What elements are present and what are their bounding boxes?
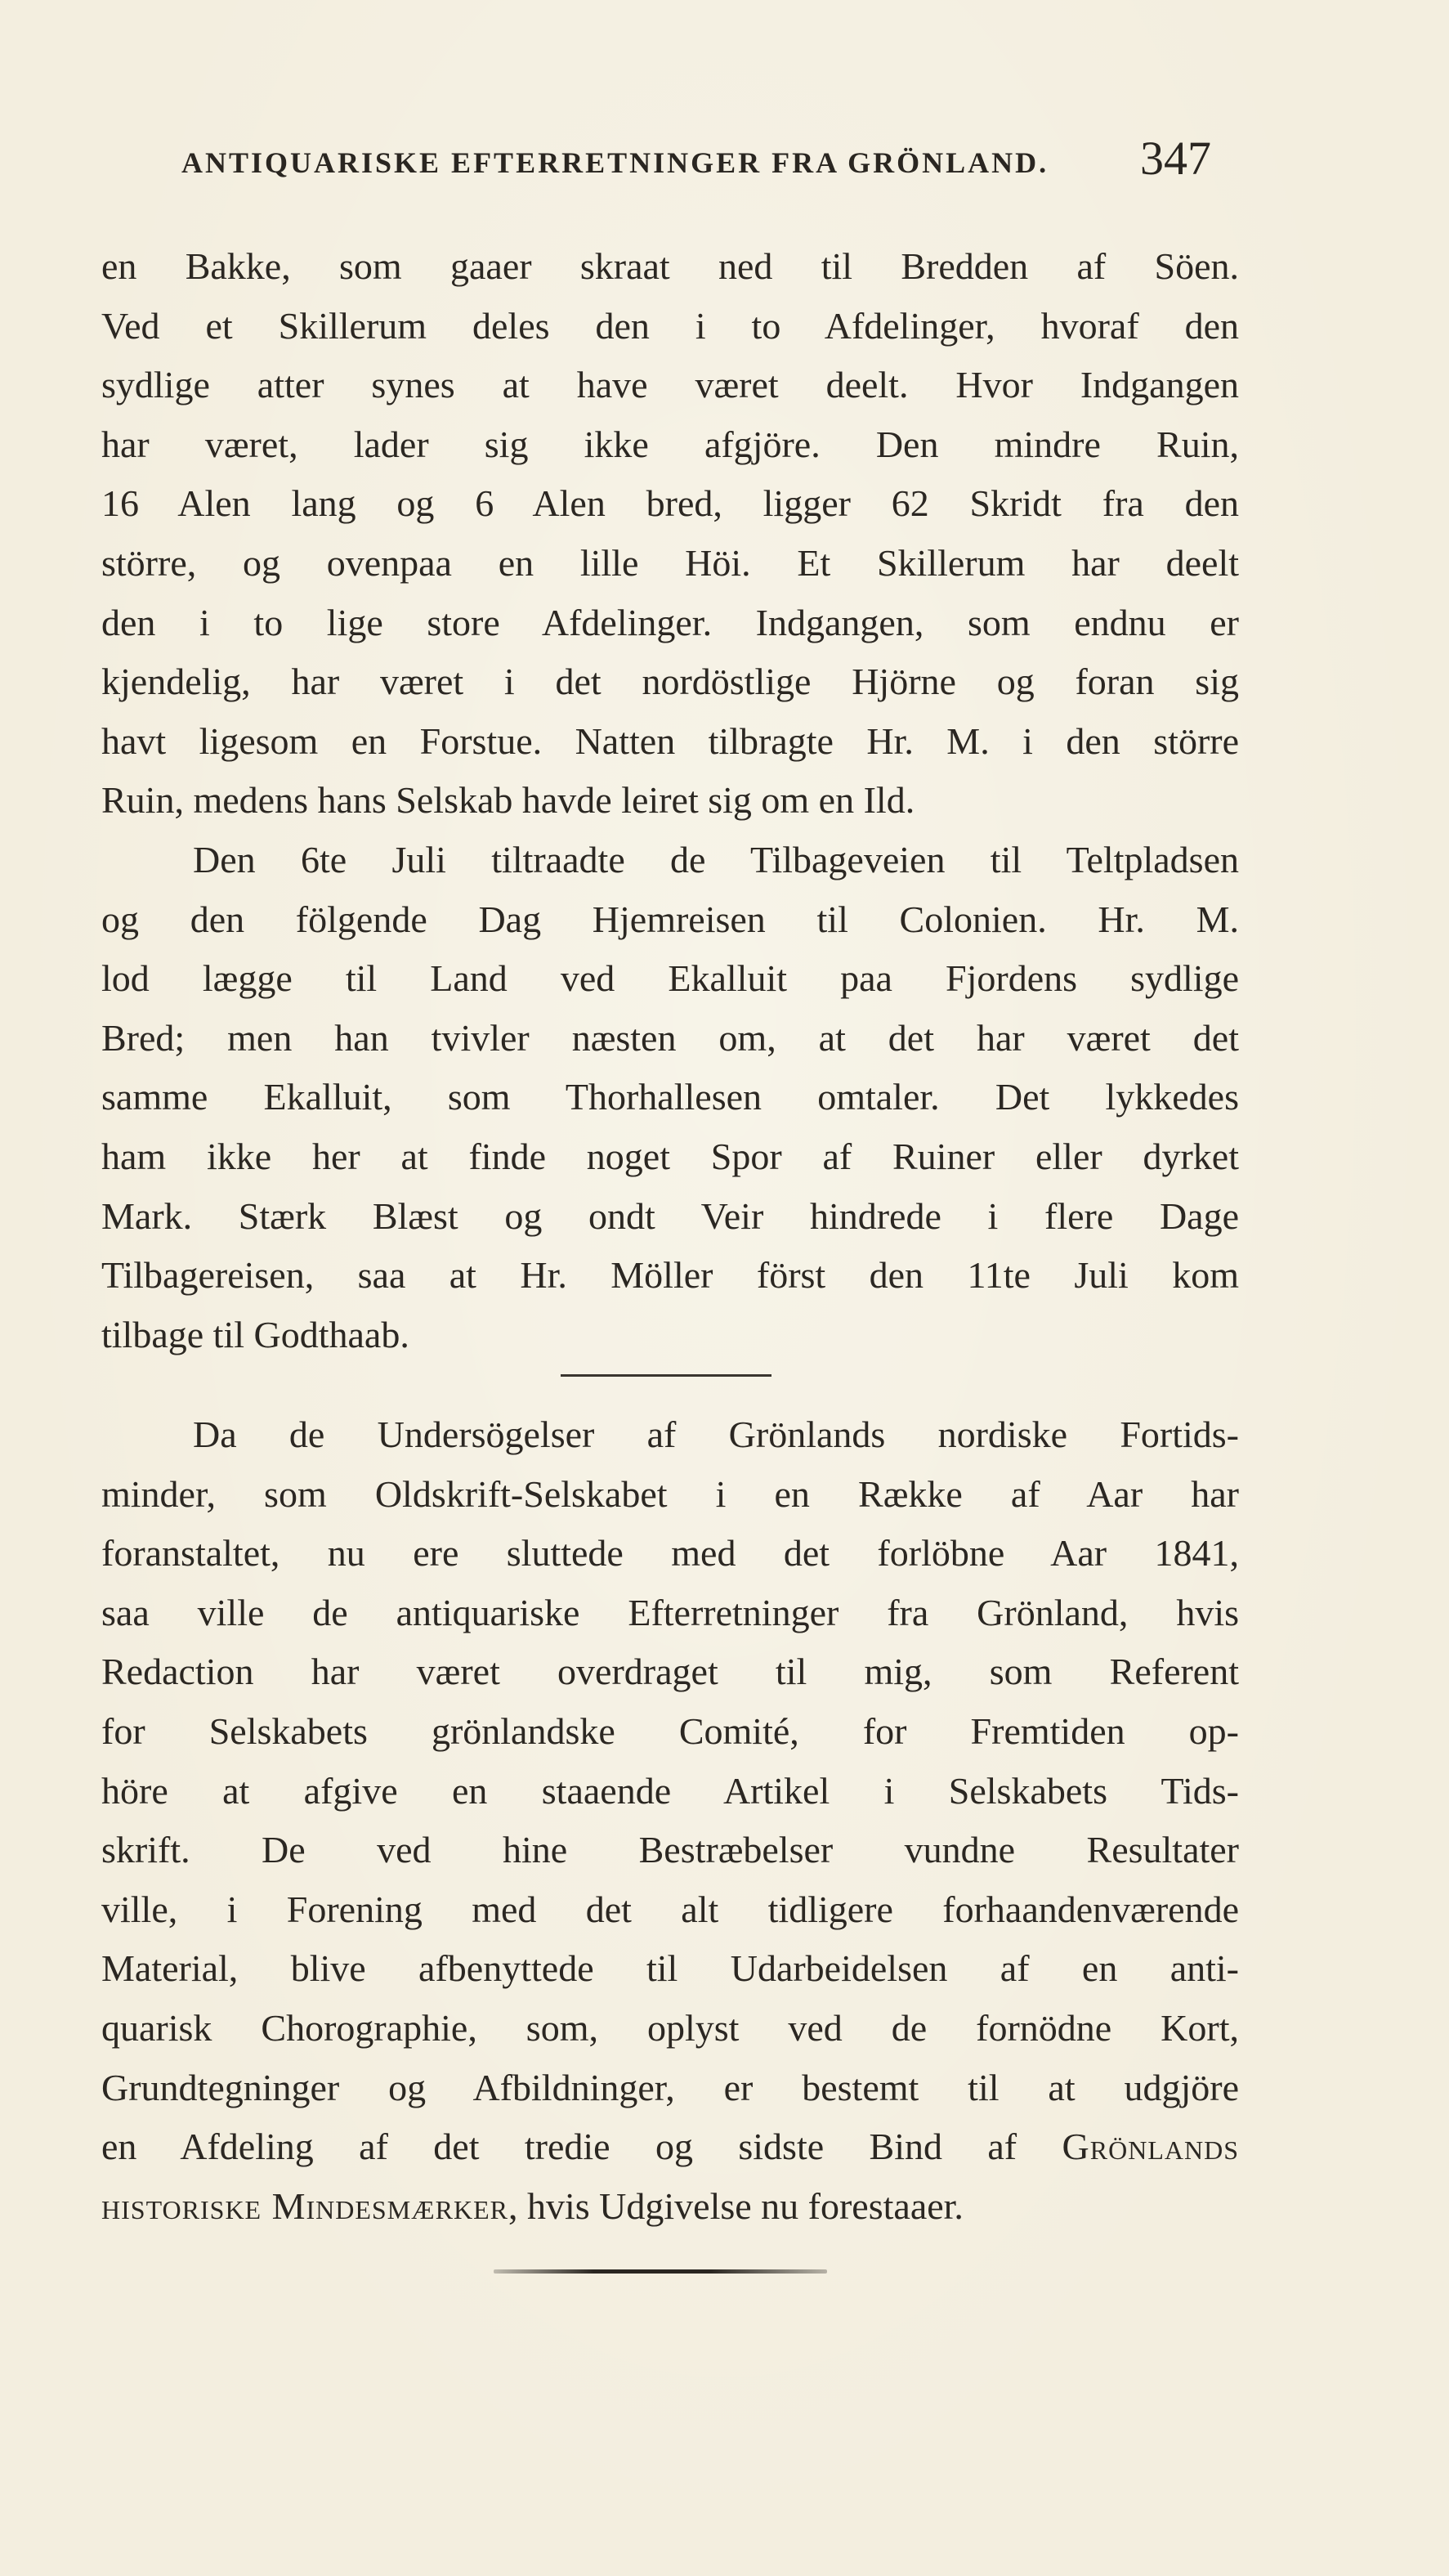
text-line: saa ville de antiquariske Efterretninger fra Grönland, hvis xyxy=(101,1591,1239,1633)
text-line: tilbage til Godthaab. xyxy=(101,1313,409,1355)
text-line: Da de Undersögelser af Grönlands nordiske Fortids- xyxy=(193,1413,1239,1455)
paragraph-3 xyxy=(101,1405,1239,2236)
text-line: Material, blive afbenyttede til Udarbeidelsen af en anti- xyxy=(101,1947,1239,1990)
section-divider xyxy=(561,1374,771,1377)
text-line: samme Ekalluit, som Thorhallesen omtaler. Det lykkedes xyxy=(101,1076,1239,1118)
text-line: Ruin, medens hans Selskab havde leiret sig om en Ild. xyxy=(101,779,915,822)
text-line: kjendelig, har været i det nordöstlige Hjörne og foran sig xyxy=(101,661,1239,703)
text-line: den i to lige store Afdelinger. Indgangen, som endnu er xyxy=(101,601,1239,643)
text-line xyxy=(101,2117,1239,2177)
end-rule xyxy=(494,2269,827,2274)
text-line: foranstaltet, nu ere sluttede med det forlöbne Aar 1841, xyxy=(101,1532,1239,1575)
text-span: en Afdeling af det tredie og sidste Bind af xyxy=(101,2126,1017,2168)
text-line: en Bakke, som gaaer skraat ned til Bredden af Söen. xyxy=(101,245,1239,287)
text-line: for Selskabets grönlandske Comité, for Fremtiden op- xyxy=(101,1709,1239,1752)
text-line: ville, i Forening med det alt tidligere forhaandenværende xyxy=(101,1888,1239,1930)
text-line: Tilbagereisen, saa at Hr. Möller först den 11te Juli kom xyxy=(101,1254,1239,1297)
text-line: minder, som Oldskrift-Selskabet i en Række af Aar har xyxy=(101,1472,1239,1515)
running-head xyxy=(181,131,1211,185)
text-line: Grundtegninger og Afbildninger, er bestemt til at udgjöre xyxy=(101,2066,1239,2108)
text-line: Bred; men han tvivler næsten om, at det har været det xyxy=(101,1016,1239,1059)
text-line xyxy=(101,2177,1239,2237)
text-line: skrift. De ved hine Bestræbelser vundne Resultater xyxy=(101,1829,1239,1871)
text-line: Redaction har været overdraget til mig, som Referent xyxy=(101,1651,1239,1693)
text-line: Den 6te Juli tiltraadte de Tilbageveien til Teltpladsen xyxy=(193,839,1239,880)
text-line: större, og ovenpaa en lille Höi. Et Skillerum har deelt xyxy=(101,541,1239,584)
text-line: og den fölgende Dag Hjemreisen til Colonien. Hr. M. xyxy=(101,898,1239,940)
text-line: höre at afgive en staaende Artikel i Selskabets Tids- xyxy=(101,1769,1239,1812)
small-caps-text: historiske Mindesmærker xyxy=(101,2184,508,2227)
text-line: Ved et Skillerum deles den i to Afdelinger, hvoraf den xyxy=(101,304,1239,347)
text-line: 16 Alen lang og 6 Alen bred, ligger 62 Skridt fra den xyxy=(101,482,1239,525)
paragraph-2 xyxy=(101,831,1239,1364)
text-line: Mark. Stærk Blæst og ondt Veir hindrede i flere Dage xyxy=(101,1194,1239,1237)
small-caps-text: Grönlands xyxy=(1062,2126,1239,2168)
text-line: lod lægge til Land ved Ekalluit paa Fjordens sydlige xyxy=(101,957,1239,1000)
text-line: har været, lader sig ikke afgjöre. Den mindre Ruin, xyxy=(101,423,1239,465)
text-line: sydlige atter synes at have været deelt. Hvor Indgangen xyxy=(101,364,1239,406)
text-line: havt ligesom en Forstue. Natten tilbragte Hr. M. i den större xyxy=(101,719,1239,762)
text-line: quarisk Chorographie, som, oplyst ved de fornödne Kort, xyxy=(101,2006,1239,2049)
text-line: ham ikke her at finde noget Spor af Ruiner eller dyrket xyxy=(101,1135,1239,1177)
page-number: 347 xyxy=(1140,132,1211,185)
text-span: , hvis Udgivelse nu forestaaer. xyxy=(508,2184,964,2227)
paragraph-1 xyxy=(101,237,1239,831)
running-head-title: ANTIQUARISKE EFTERRETNINGER FRA GRÖNLAND. xyxy=(181,146,1049,179)
